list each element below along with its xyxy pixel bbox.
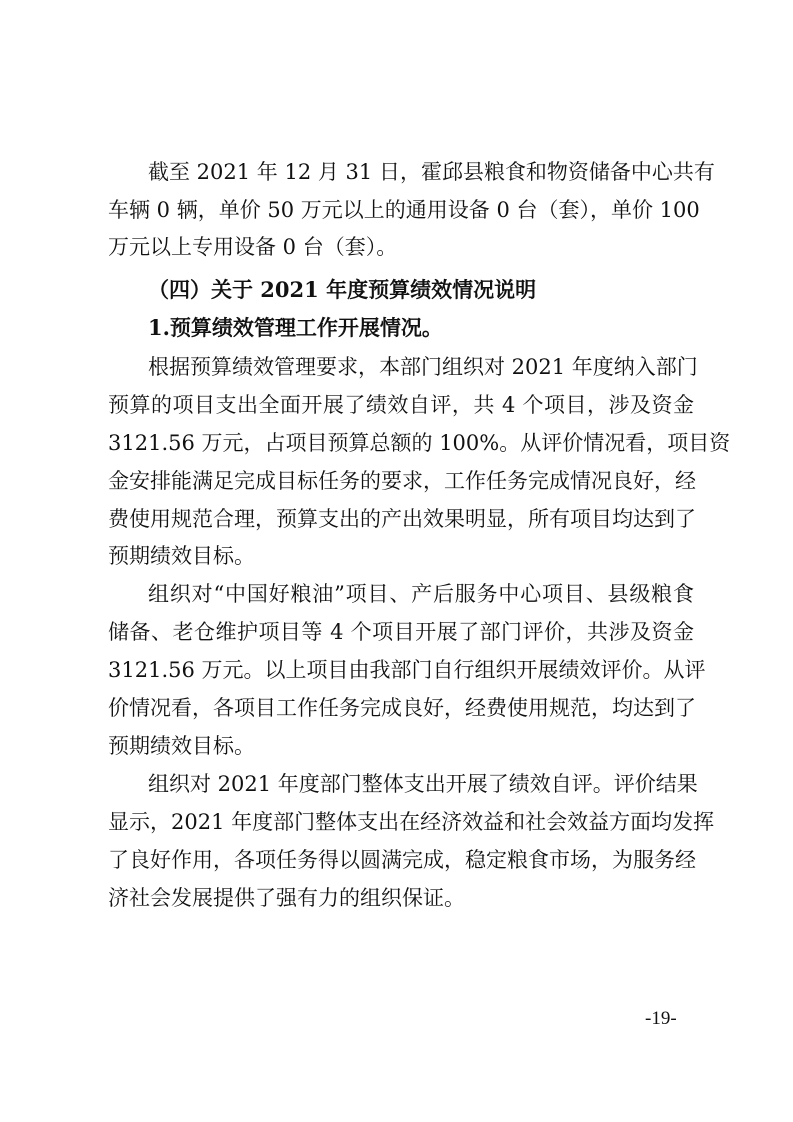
paragraph-line: 预期绩效目标。: [108, 734, 255, 758]
paragraph-line: 了良好作用，各项任务得以圆满完成，稳定粮食市场，为服务经: [108, 848, 696, 872]
paragraph-line: 根据预算绩效管理要求，本部门组织对 2021 年度纳入部门: [148, 355, 698, 379]
paragraph-line: 价情况看，各项目工作任务完成良好，经费使用规范，均达到了: [108, 696, 696, 720]
page-number: -19-: [645, 1008, 677, 1029]
paragraph-line: 3121.56 万元。以上项目由我部门自行组织开展绩效评价。从评: [108, 658, 706, 682]
paragraph-line: 金安排能满足完成目标任务的要求，工作任务完成情况良好，经: [108, 469, 696, 493]
paragraph-line: 组织对“中国好粮油”项目、产后服务中心项目、县级粮食: [148, 582, 694, 606]
paragraph-line: 组织对 2021 年度部门整体支出开展了绩效自评。评价结果: [148, 772, 698, 796]
paragraph-line: 济社会发展提供了强有力的组织保证。: [108, 886, 465, 910]
paragraph-line: 费使用规范合理，预算支出的产出效果明显，所有项目均达到了: [108, 507, 696, 531]
paragraph-line: 预算的项目支出全面开展了绩效自评，共 4 个项目，涉及资金: [108, 393, 694, 417]
paragraph-line: 3121.56 万元，占项目预算总额的 100%。从评价情况看，项目资: [108, 431, 731, 455]
paragraph-line: 车辆 0 辆，单价 50 万元以上的通用设备 0 台（套），单价 100: [108, 198, 700, 222]
paragraph-line: 显示，2021 年度部门整体支出在经济效益和社会效益方面均发挥: [108, 810, 715, 834]
paragraph-line: 万元以上专用设备 0 台（套）。: [108, 235, 398, 259]
paragraph-line: 储备、老仓维护项目等 4 个项目开展了部门评价，共涉及资金: [108, 620, 694, 644]
subsection-heading: 1.预算绩效管理工作开展情况。: [148, 315, 443, 340]
paragraph-line: 截至 2021 年 12 月 31 日，霍邱县粮食和物资储备中心共有: [148, 160, 715, 184]
section-heading: （四）关于 2021 年度预算绩效情况说明: [148, 277, 537, 302]
paragraph-line: 预期绩效目标。: [108, 544, 255, 568]
